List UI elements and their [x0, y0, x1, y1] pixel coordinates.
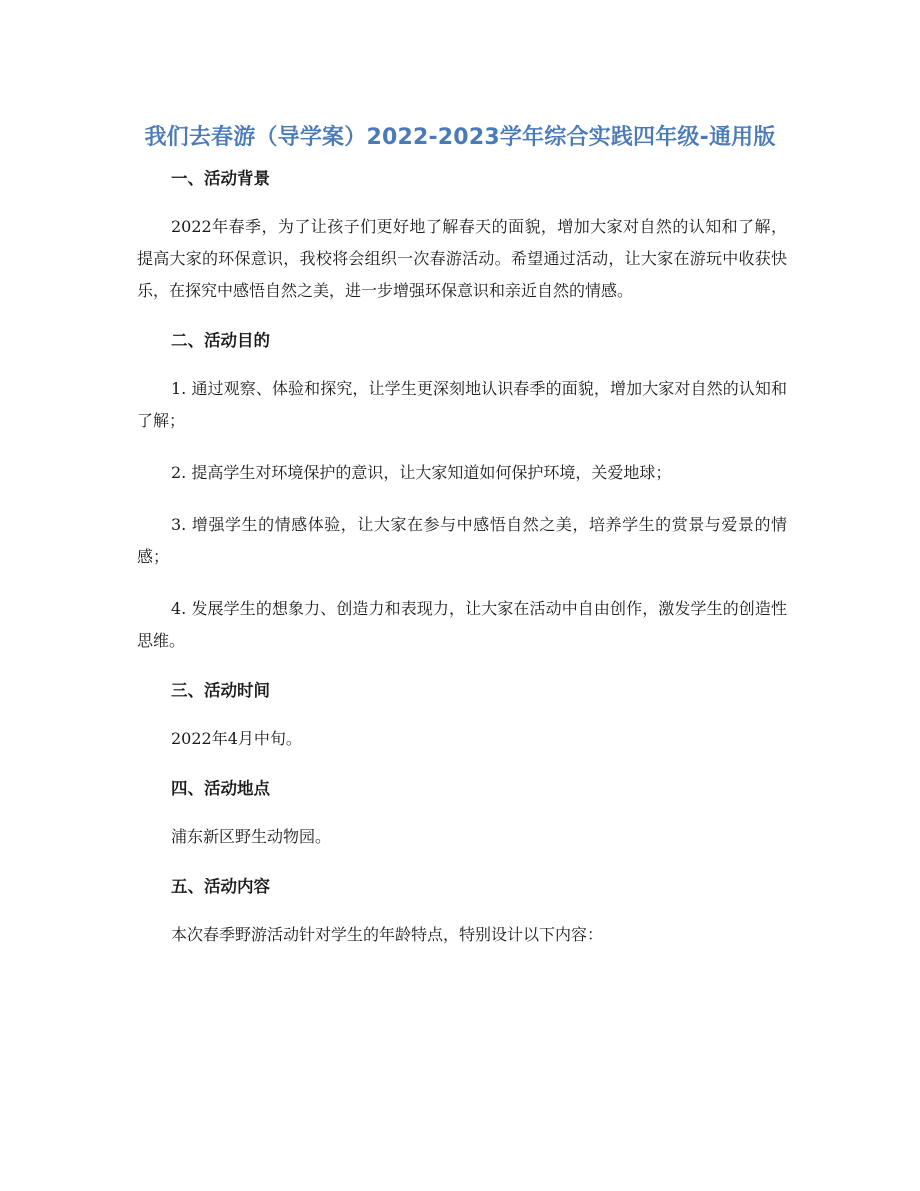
location-paragraph: 浦东新区野生动物园。	[171, 827, 332, 846]
document-title: 我们去春游（导学案）2022-2023学年综合实践四年级-通用版	[144, 125, 776, 150]
content-paragraph: 本次春季野游活动针对学生的年龄特点，特别设计以下内容：	[171, 925, 604, 944]
goal-item-2: 2. 提高学生对环境保护的意识，让大家知道如何保护环境，关爱地球；	[171, 463, 672, 482]
section-heading-goals: 二、活动目的	[171, 331, 270, 350]
section-heading-background: 一、活动背景	[171, 169, 270, 188]
goal-item-3: 3. 增强学生的情感体验，让大家在参与中感悟自然之美，培养学生的赏景与爱景的情感；	[137, 515, 787, 566]
section-heading-content: 五、活动内容	[171, 877, 270, 896]
section-heading-time: 三、活动时间	[171, 681, 270, 700]
goal-item-4: 4. 发展学生的想象力、创造力和表现力，让大家在活动中自由创作，激发学生的创造性思维。	[137, 599, 787, 650]
goal-item-1: 1. 通过观察、体验和探究，让学生更深刻地认识春季的面貌，增加大家对自然的认知和了解；	[137, 379, 787, 430]
background-paragraph: 2022年春季，为了让孩子们更好地了解春天的面貌，增加大家对自然的认知和了解，提高大家的环保意识，我校将会组织一次春游活动。希望通过活动，让大家在游玩中收获快乐，在探究中感悟自然之美，进一步增强环保意识和亲近自然的情感。	[137, 217, 787, 300]
section-heading-location: 四、活动地点	[171, 779, 270, 798]
time-paragraph: 2022年4月中旬。	[171, 729, 302, 748]
document-body	[137, 165, 787, 951]
